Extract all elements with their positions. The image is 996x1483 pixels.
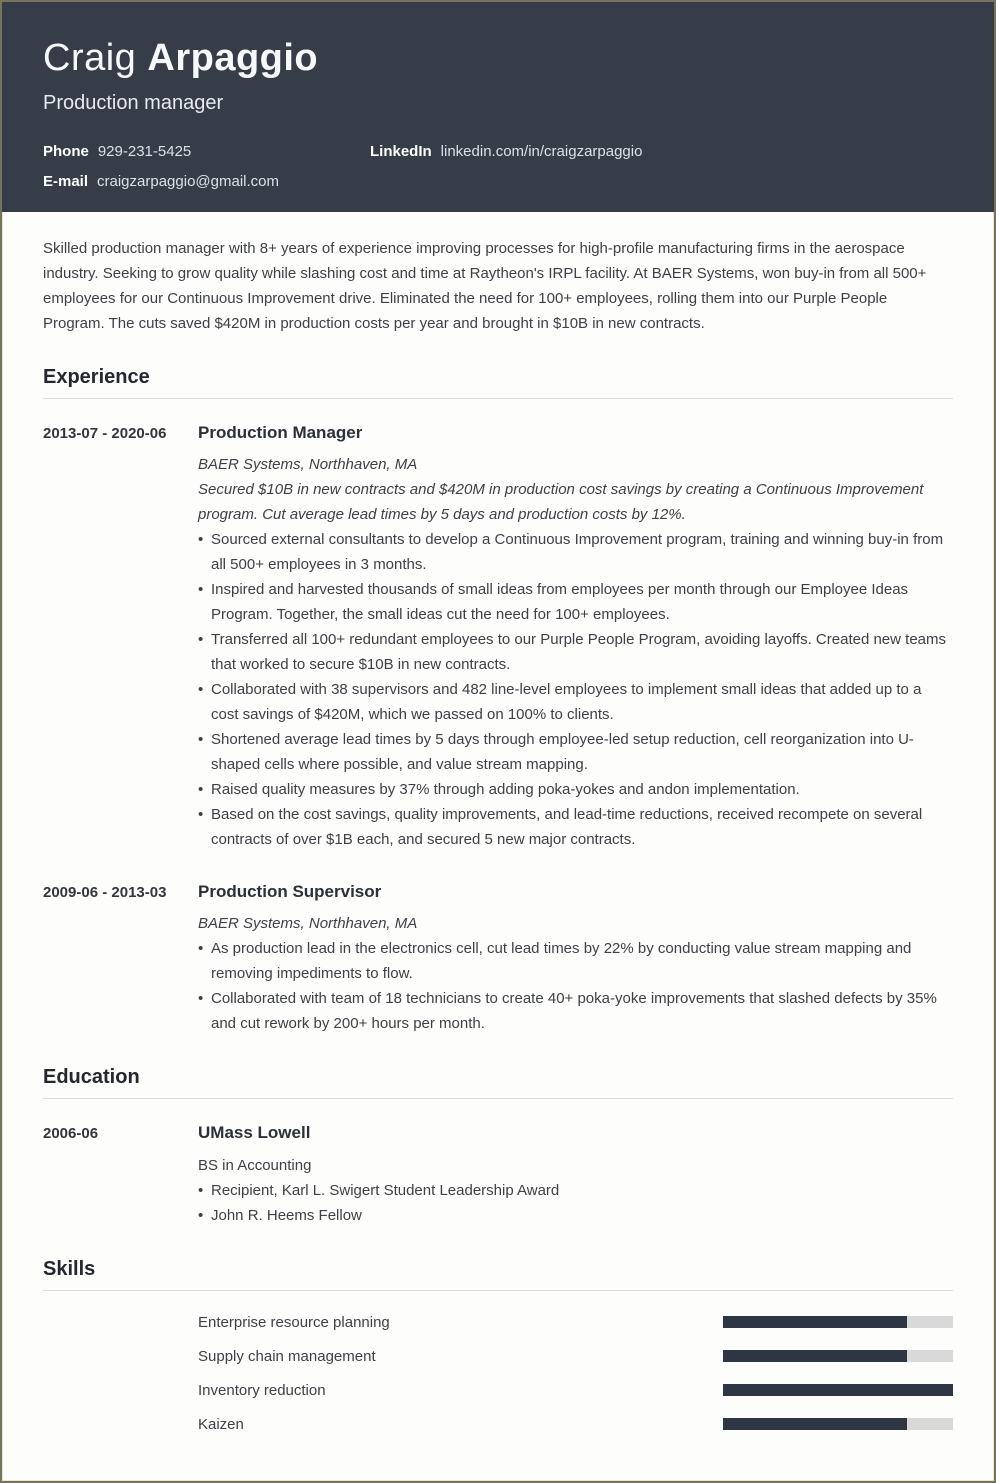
- skill-bar-fill: [723, 1350, 907, 1362]
- skill-bar-fill: [723, 1384, 953, 1396]
- bullet-item: • Transferred all 100+ redundant employees to our Purple People Program, avoiding layoffs. Created new teams that worked to secure $10B in new contracts.: [198, 627, 953, 677]
- job-intro: Secured $10B in new contracts and $420M in production cost savings by creating a Continuous Improvement program. Cut average lead times by 5 days and production costs by 12%.: [198, 481, 924, 523]
- job-entry: [43, 882, 953, 1036]
- email-label: E-mail: [43, 172, 89, 190]
- job-details: [198, 423, 953, 852]
- job-details: [198, 882, 953, 1036]
- job-company: BAER Systems, Northhaven, MA: [198, 915, 418, 932]
- bullet-item: • Based on the cost savings, quality improvements, and lead-time reductions, received recompete on several contracts of over $1B each, and secured 5 new major contracts.: [198, 802, 953, 852]
- education-entry: [43, 1123, 953, 1228]
- education-school: UMass Lowell: [198, 1123, 311, 1142]
- contact-phone: [43, 143, 370, 160]
- skill-row: [198, 1339, 953, 1373]
- skill-bar-track: [723, 1350, 953, 1362]
- person-name: [43, 38, 953, 80]
- bullet-item: • Recipient, Karl L. Swigert Student Leadership Award: [198, 1178, 953, 1203]
- skill-bar-track: [723, 1384, 953, 1396]
- section-education: [43, 1066, 953, 1228]
- job-dates: 2009-06 - 2013-03: [43, 884, 167, 901]
- phone-label: Phone: [43, 142, 89, 160]
- skills-list: [43, 1305, 953, 1441]
- bullet-item: • Sourced external consultants to develop a Continuous Improvement program, training and winning buy-in from all 500+ employees in 3 months.: [198, 527, 953, 577]
- contact-linkedin: [370, 143, 953, 160]
- bullet-item: • As production lead in the electronics cell, cut lead times by 22% by conducting value stream mapping and removing impediments to flow.: [198, 936, 953, 986]
- skill-label: Supply chain management: [198, 1347, 376, 1365]
- job-entry: [43, 423, 953, 852]
- job-title: Production Supervisor: [198, 882, 382, 901]
- skill-row: [198, 1407, 953, 1441]
- skill-label: Kaizen: [198, 1415, 244, 1433]
- person-first-name: Craig: [43, 37, 137, 79]
- bullet-item: • Raised quality measures by 37% through adding poka-yokes and andon implementation.: [198, 777, 953, 802]
- bullet-item: • Collaborated with team of 18 technicians to create 40+ poka-yoke improvements that slashed defects by 35% and cut rework by 200+ hours per month.: [198, 986, 953, 1036]
- skill-bar-track: [723, 1418, 953, 1430]
- email-value: craigzarpaggio@gmail.com: [97, 172, 279, 190]
- skill-bar-track: [723, 1316, 953, 1328]
- section-skills: [43, 1258, 953, 1441]
- person-job-title: Production manager: [43, 91, 224, 114]
- bullet-item: • Shortened average lead times by 5 days through employee-led setup reduction, cell reorganization into U-shaped cells where possible, and value stream mapping.: [198, 727, 953, 777]
- skill-bar-fill: [723, 1418, 907, 1430]
- section-divider: [43, 1290, 953, 1291]
- skill-label: Inventory reduction: [198, 1381, 326, 1399]
- skill-row: [198, 1373, 953, 1407]
- education-details: [198, 1123, 953, 1228]
- bullet-item: • Collaborated with 38 supervisors and 482 line-level employees to implement small ideas that added up to a cost savings of $420M, which we passed on 100% to clients.: [198, 677, 953, 727]
- education-dates: 2006-06: [43, 1125, 99, 1142]
- bullet-item: • Inspired and harvested thousands of small ideas from employees per month through our Employee Ideas Program. Together, the small ideas cut the need for 100+ employees.: [198, 577, 953, 627]
- contact-block: [43, 143, 953, 190]
- bullet-item: • John R. Heems Fellow: [198, 1203, 953, 1228]
- linkedin-label: LinkedIn: [370, 142, 432, 160]
- resume-header: [2, 2, 994, 212]
- section-divider: [43, 398, 953, 399]
- skills-heading: Skills: [43, 1258, 96, 1280]
- skill-row: [198, 1305, 953, 1339]
- education-bullet-list: [198, 1178, 953, 1228]
- job-company: BAER Systems, Northhaven, MA: [198, 456, 418, 473]
- skill-label: Enterprise resource planning: [198, 1313, 390, 1331]
- section-experience: [43, 366, 953, 1036]
- experience-heading: Experience: [43, 366, 150, 388]
- job-bullet-list: [198, 527, 953, 852]
- job-bullet-list: [198, 936, 953, 1036]
- contact-email: [43, 173, 370, 190]
- resume-body: [2, 236, 994, 1481]
- skill-bar-fill: [723, 1316, 907, 1328]
- linkedin-value: linkedin.com/in/craigzarpaggio: [440, 142, 643, 160]
- summary-text: Skilled production manager with 8+ years of experience improving processes for high-profile manufacturing firms in the aerospace industry. Seeking to grow quality while slashing cost and time at Raytheon's IRPL facility. At BAER Systems, won buy-in from all 500+ employees for our Continuous Improvement drive. Eliminated the need for 100+ employees, rolling them into our Purple People Program. The cuts saved $420M in production costs per year and brought in $10B in new contracts.: [43, 240, 927, 332]
- section-divider: [43, 1098, 953, 1099]
- education-heading: Education: [43, 1066, 140, 1088]
- education-degree: BS in Accounting: [198, 1157, 312, 1174]
- job-dates: 2013-07 - 2020-06: [43, 425, 167, 442]
- job-title: Production Manager: [198, 423, 363, 442]
- person-last-name: Arpaggio: [147, 37, 319, 79]
- phone-value: 929-231-5425: [97, 142, 192, 160]
